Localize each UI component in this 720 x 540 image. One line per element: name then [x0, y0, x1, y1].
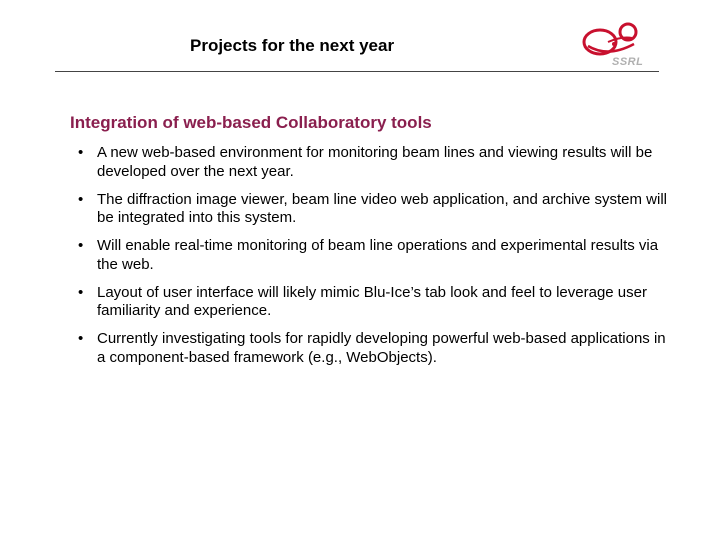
bullet-text: Will enable real-time monitoring of beam line operations and experimental results via the web.: [97, 237, 659, 273]
bullet-text: The diffraction image viewer, beam line video web application, and archive system will be integrated into this system.: [97, 190, 668, 226]
bullet-text: Currently investigating tools for rapidly developing powerful web-based applications in a component-based framework (e.g., WebObjects).: [97, 330, 666, 366]
list-item: [78, 237, 678, 274]
bullet-icon: •: [78, 190, 84, 208]
section-heading: Integration of web-based Collaboratory tools: [70, 113, 432, 132]
list-item: [78, 191, 678, 228]
list-item: [78, 144, 678, 181]
list-item: [78, 284, 678, 321]
bullet-icon: •: [78, 237, 84, 254]
list-item: [78, 330, 678, 367]
logo-text: SSRL: [612, 56, 644, 68]
bullet-icon: •: [78, 283, 84, 301]
bullet-icon: •: [78, 330, 84, 347]
bullet-text: Layout of user interface will likely mimic Blu-Ice’s tab look and feel to leverage user familiarity and experience.: [97, 283, 647, 319]
bullet-list: [78, 144, 678, 377]
title-divider: [55, 71, 659, 72]
bullet-text: A new web-based environment for monitoring beam lines and viewing results will be developed over the next year.: [97, 144, 653, 180]
bullet-icon: •: [78, 144, 84, 161]
slide-title: Projects for the next year: [190, 36, 395, 55]
